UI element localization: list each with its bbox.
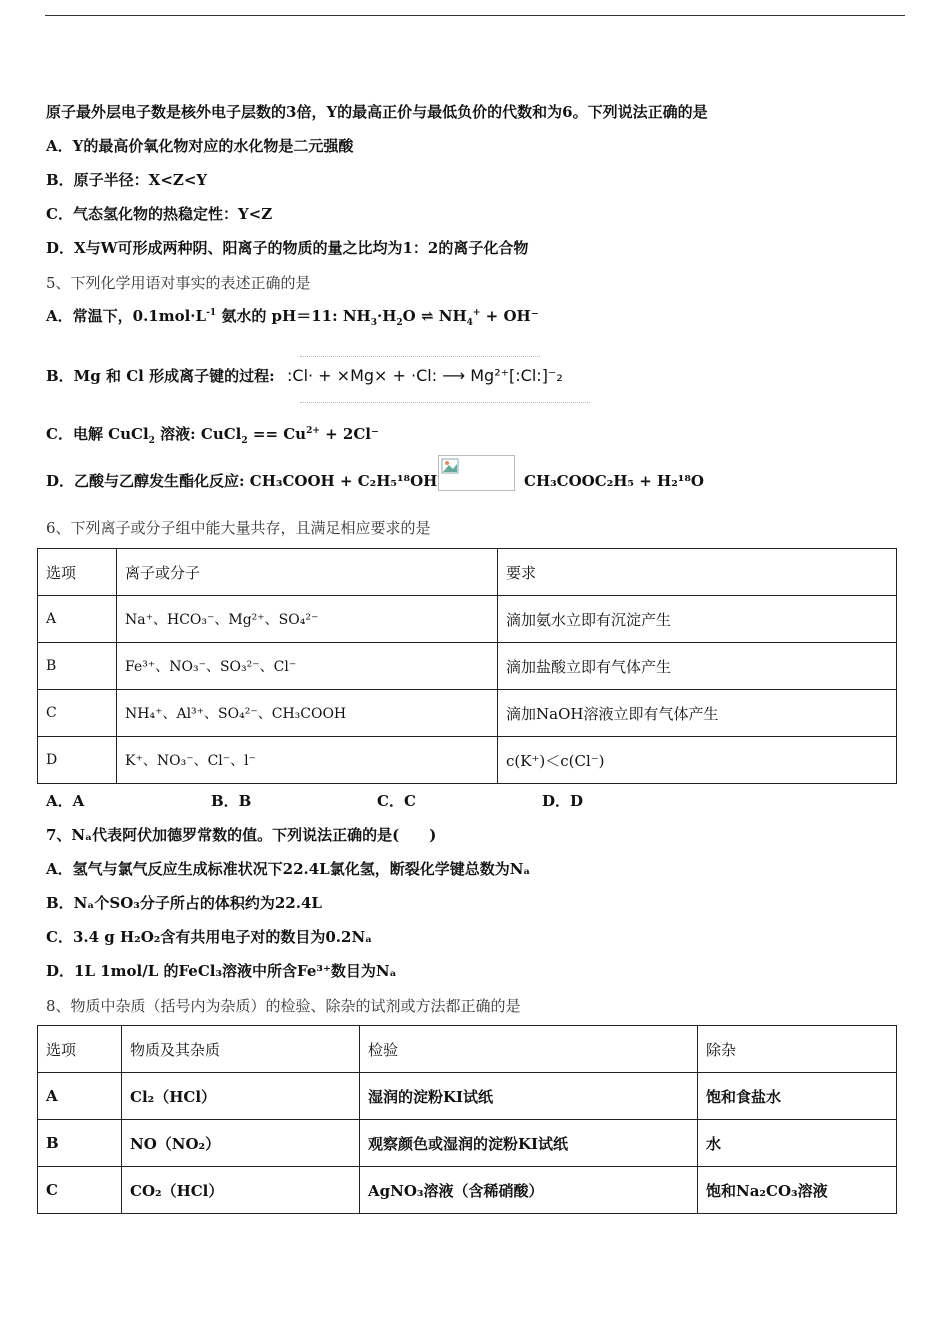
table-header: 物质及其杂质: [122, 1026, 360, 1073]
q5-option-b-label: B．Mg 和 Cl 形成离子键的过程:: [46, 367, 275, 385]
table-cell: Na⁺、HCO₃⁻、Mg²⁺、SO₄²⁻: [117, 596, 498, 643]
table-cell: 饱和食盐水: [698, 1073, 897, 1120]
q5-option-d: D．乙酸与乙醇发生酯化反应: CH₃COOH + C₂H₅¹⁸OH: [46, 472, 438, 490]
q8-stem: 8、物质中杂质（括号内为杂质）的检验、除杂的试剂或方法都正确的是: [46, 997, 521, 1015]
table-row: [38, 690, 897, 737]
table-row: [38, 596, 897, 643]
table-header: 检验: [360, 1026, 698, 1073]
broken-image-icon: [441, 458, 461, 476]
table-row: [38, 1167, 897, 1214]
table-cell: NH₄⁺、Al³⁺、SO₄²⁻、CH₃COOH: [117, 690, 498, 737]
q4-option-c: C．气态氢化物的热稳定性：Y<Z: [46, 205, 273, 223]
q5-electron-dot-formula: :Cl· + ×Mg× + ·Cl: ⟶ Mg²⁺[:Cl:]⁻₂: [287, 366, 563, 385]
table-cell: 观察颜色或湿润的淀粉KI试纸: [360, 1120, 698, 1167]
table-row: [38, 643, 897, 690]
q5-option-a: A．常温下，$0.1mol\cdot L^{-1}$ 氨水的 pH＝11: $NH_3\cdot H_2O$ ⇌ $NH_4^+ + OH^-$: [46, 307, 539, 328]
table-row: [38, 1120, 897, 1167]
table-header: 离子或分子: [117, 549, 498, 596]
table-cell: 湿润的淀粉KI试纸: [360, 1073, 698, 1120]
table-cell: A: [38, 1073, 122, 1120]
q7-stem: 7、Nₐ代表阿伏加德罗常数的值。下列说法正确的是( ): [46, 826, 437, 844]
table-row: [38, 737, 897, 784]
table-cell: A: [38, 596, 117, 643]
table-header: 除杂: [698, 1026, 897, 1073]
q8-table: [37, 1025, 897, 1214]
broken-image-placeholder: [438, 455, 515, 491]
table-cell: 饱和Na₂CO₃溶液: [698, 1167, 897, 1214]
q6-table: [37, 548, 897, 784]
table-header: 要求: [498, 549, 897, 596]
table-header: 选项: [38, 1026, 122, 1073]
q5-option-d-product: CH₃COOC₂H₅ + H₂¹⁸O: [524, 472, 704, 490]
table-cell: c(K⁺)＜c(Cl⁻): [498, 737, 897, 784]
q4-option-a: A．Y的最高价氧化物对应的水化物是二元强酸: [46, 137, 354, 155]
q7-option-b: B．Nₐ个SO₃分子所占的体积约为22.4L: [46, 894, 322, 912]
q5-stem: 5、下列化学用语对事实的表述正确的是: [46, 274, 311, 292]
q6-stem: 6、下列离子或分子组中能大量共存，且满足相应要求的是: [46, 519, 431, 537]
table-cell: CO₂（HCl）: [122, 1167, 360, 1214]
table-cell: B: [38, 1120, 122, 1167]
choice-b: B．B: [211, 792, 252, 810]
table-cell: D: [38, 737, 117, 784]
choice-a: A．A: [46, 792, 85, 810]
table-cell: NO（NO₂）: [122, 1120, 360, 1167]
q5-option-c: C．电解 CuCl$_2$ 溶液: CuCl$_2$ == $Cu^{2+} + 2Cl^-$: [46, 425, 379, 446]
table-cell: 滴加NaOH溶液立即有气体产生: [498, 690, 897, 737]
table-row: [38, 1073, 897, 1120]
table-cell: Fe³⁺、NO₃⁻、SO₃²⁻、Cl⁻: [117, 643, 498, 690]
choice-d: D．D: [542, 792, 584, 810]
table-header-row: [38, 549, 897, 596]
table-cell: 水: [698, 1120, 897, 1167]
faint-line: [300, 356, 540, 358]
q4-option-b: B．原子半径：X<Z<Y: [46, 171, 208, 189]
q6-choices: [46, 790, 666, 810]
table-cell: K⁺、NO₃⁻、Cl⁻、l⁻: [117, 737, 498, 784]
q7-option-c: C．3.4 g H₂O₂含有共用电子对的数目为0.2Nₐ: [46, 928, 373, 946]
table-cell: C: [38, 1167, 122, 1214]
table-cell: B: [38, 643, 117, 690]
table-cell: 滴加氨水立即有沉淀产生: [498, 596, 897, 643]
q4-stem: 原子最外层电子数是核外电子层数的3倍，Y的最高正价与最低负价的代数和为6。下列说法正确的是: [46, 103, 708, 121]
q7-option-d: D．1L 1mol/L 的FeCl₃溶液中所含Fe³⁺数目为Nₐ: [46, 962, 397, 980]
table-cell: Cl₂（HCl）: [122, 1073, 360, 1120]
faint-line: [300, 402, 590, 404]
table-header-row: [38, 1026, 897, 1073]
table-cell: 滴加盐酸立即有气体产生: [498, 643, 897, 690]
q7-option-a: A．氢气与氯气反应生成标准状况下22.4L氯化氢，断裂化学键总数为Nₐ: [46, 860, 531, 878]
table-header: 选项: [38, 549, 117, 596]
table-cell: C: [38, 690, 117, 737]
table-cell: AgNO₃溶液（含稀硝酸）: [360, 1167, 698, 1214]
q4-option-d: D．X与W可形成两种阴、阳离子的物质的量之比均为1：2的离子化合物: [46, 239, 529, 257]
header-rule: [45, 15, 905, 16]
choice-c: C．C: [377, 792, 416, 810]
